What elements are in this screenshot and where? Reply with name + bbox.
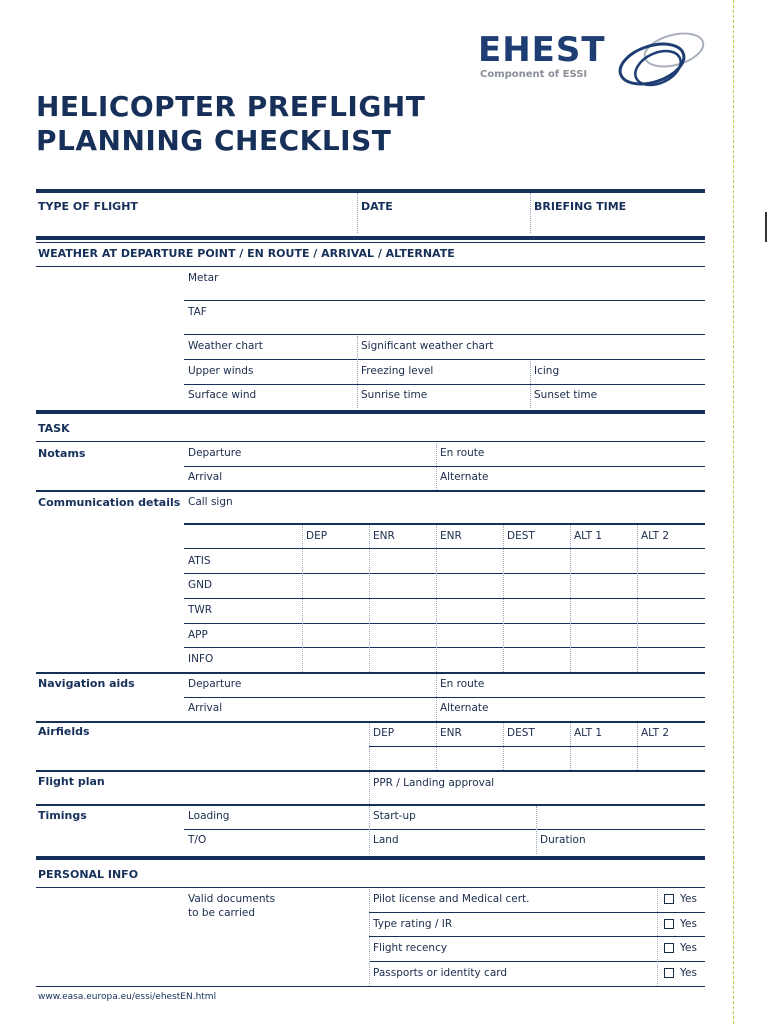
divider	[369, 772, 370, 804]
divider	[357, 336, 358, 408]
sunset-time-label: Sunset time	[534, 389, 598, 401]
page-title-line2: PLANNING CHECKLIST	[36, 124, 392, 157]
divider	[436, 443, 437, 490]
rule	[184, 466, 705, 467]
divider	[657, 889, 658, 986]
flight-plan-label: Flight plan	[38, 775, 105, 788]
navaids-departure-label: Departure	[188, 678, 242, 690]
surface-wind-label: Surface wind	[188, 389, 257, 401]
airfields-col-alt1: ALT 1	[574, 727, 603, 739]
comms-col-dep: DEP	[306, 530, 328, 542]
rule	[36, 490, 705, 492]
comms-row-atis: ATIS	[188, 555, 211, 567]
taf-label: TAF	[188, 306, 207, 318]
pilot-license-label: Pilot license and Medical cert.	[373, 893, 530, 905]
airfields-col-alt2: ALT 2	[641, 727, 670, 739]
divider	[369, 806, 370, 854]
rule	[36, 242, 705, 243]
notams-departure-label: Departure	[188, 447, 242, 459]
date-label: DATE	[361, 200, 393, 213]
flight-recency-yes: Yes	[680, 942, 697, 954]
rule	[36, 804, 705, 806]
comms-col-alt1: ALT 1	[574, 530, 603, 542]
comms-row-twr: TWR	[188, 604, 213, 616]
ppr-landing-approval-label: PPR / Landing approval	[373, 777, 495, 789]
flight-recency-checkbox[interactable]	[664, 943, 674, 953]
rule	[184, 523, 705, 525]
rule	[369, 961, 705, 962]
rule	[184, 697, 705, 698]
rule	[184, 573, 705, 574]
rule	[184, 623, 705, 624]
takeoff-label: T/O	[188, 834, 207, 846]
comms-col-enr: ENR	[373, 530, 395, 542]
communication-details-label: Communication details	[38, 496, 181, 509]
comms-col-enr: ENR	[440, 530, 462, 542]
rule	[36, 672, 705, 674]
rule	[184, 829, 705, 830]
rule-thick	[36, 236, 705, 240]
rule-thick	[36, 856, 705, 860]
page-title-line1: HELICOPTER PREFLIGHT	[36, 90, 426, 123]
loading-label: Loading	[188, 810, 230, 822]
comms-row-gnd: GND	[188, 579, 213, 591]
freezing-level-label: Freezing level	[361, 365, 434, 377]
land-label: Land	[373, 834, 399, 846]
divider	[436, 723, 437, 770]
pilot-license-yes: Yes	[680, 893, 697, 905]
airfields-col-enr: ENR	[440, 727, 462, 739]
significant-weather-chart-label: Significant weather chart	[361, 340, 494, 352]
airfields-label: Airfields	[38, 725, 90, 738]
rule	[184, 359, 705, 360]
rule	[36, 770, 705, 772]
duration-label: Duration	[540, 834, 586, 846]
divider	[503, 525, 504, 672]
rule-thick	[36, 189, 705, 193]
comms-col-dest: DEST	[507, 530, 535, 542]
divider	[357, 193, 358, 233]
personal-info-heading: PERSONAL INFO	[38, 868, 139, 881]
startup-label: Start-up	[373, 810, 416, 822]
rule	[184, 548, 705, 549]
rule	[36, 266, 705, 267]
navaids-alternate-label: Alternate	[440, 702, 489, 714]
notams-arrival-label: Arrival	[188, 471, 223, 483]
task-heading: TASK	[38, 422, 70, 435]
rule	[184, 384, 705, 385]
page-edge-tick	[765, 212, 767, 242]
notams-alternate-label: Alternate	[440, 471, 489, 483]
type-rating-yes: Yes	[680, 918, 697, 930]
rule	[36, 887, 705, 888]
divider	[302, 525, 303, 672]
page-edge-dashed-line	[733, 0, 734, 1024]
briefing-time-label: BRIEFING TIME	[534, 200, 627, 213]
divider	[637, 723, 638, 770]
type-of-flight-label: TYPE OF FLIGHT	[38, 200, 138, 213]
weather-chart-label: Weather chart	[188, 340, 263, 352]
divider	[570, 525, 571, 672]
navaids-arrival-label: Arrival	[188, 702, 223, 714]
divider	[530, 193, 531, 233]
icing-label: Icing	[534, 365, 560, 377]
rule	[36, 986, 705, 987]
comms-row-info: INFO	[188, 653, 214, 665]
sunrise-time-label: Sunrise time	[361, 389, 428, 401]
passports-yes: Yes	[680, 967, 697, 979]
rule	[36, 721, 705, 723]
divider	[436, 674, 437, 721]
ehest-rings-logo	[612, 26, 710, 98]
divider	[536, 806, 537, 854]
rule	[184, 300, 705, 301]
call-sign-label: Call sign	[188, 496, 233, 508]
rule	[184, 647, 705, 648]
valid-documents-label: Valid documents	[188, 893, 276, 905]
upper-winds-label: Upper winds	[188, 365, 254, 377]
notams-en-route-label: En route	[440, 447, 485, 459]
airfields-col-dep: DEP	[373, 727, 395, 739]
divider	[369, 889, 370, 986]
rule	[369, 936, 705, 937]
passports-label: Passports or identity card	[373, 967, 508, 979]
ehest-logo-subtitle: Component of ESSI	[480, 69, 588, 80]
valid-documents-label-2: to be carried	[188, 907, 256, 919]
footer-url[interactable]: www.easa.europa.eu/essi/ehestEN.html	[38, 992, 217, 1002]
divider	[369, 525, 370, 672]
divider	[530, 361, 531, 408]
pilot-license-checkbox[interactable]	[664, 894, 674, 904]
rule	[184, 598, 705, 599]
metar-label: Metar	[188, 272, 219, 284]
notams-label: Notams	[38, 447, 86, 460]
rule-thick	[36, 410, 705, 414]
comms-row-app: APP	[188, 629, 208, 641]
divider	[637, 525, 638, 672]
navigation-aids-label: Navigation aids	[38, 677, 135, 690]
navaids-en-route-label: En route	[440, 678, 485, 690]
divider	[436, 525, 437, 672]
timings-label: Timings	[38, 809, 87, 822]
rule	[184, 334, 705, 335]
airfields-col-dest: DEST	[507, 727, 535, 739]
flight-recency-label: Flight recency	[373, 942, 448, 954]
divider	[570, 723, 571, 770]
divider	[503, 723, 504, 770]
passports-checkbox[interactable]	[664, 968, 674, 978]
type-rating-checkbox[interactable]	[664, 919, 674, 929]
weather-heading: WEATHER AT DEPARTURE POINT / EN ROUTE / ARRIVAL / ALTERNATE	[38, 247, 455, 260]
ehest-logo-text: EHEST	[478, 30, 606, 70]
rule	[369, 912, 705, 913]
rule	[36, 441, 705, 442]
divider	[369, 723, 370, 770]
type-rating-label: Type rating / IR	[373, 918, 453, 930]
comms-col-alt2: ALT 2	[641, 530, 670, 542]
rule	[369, 746, 705, 747]
